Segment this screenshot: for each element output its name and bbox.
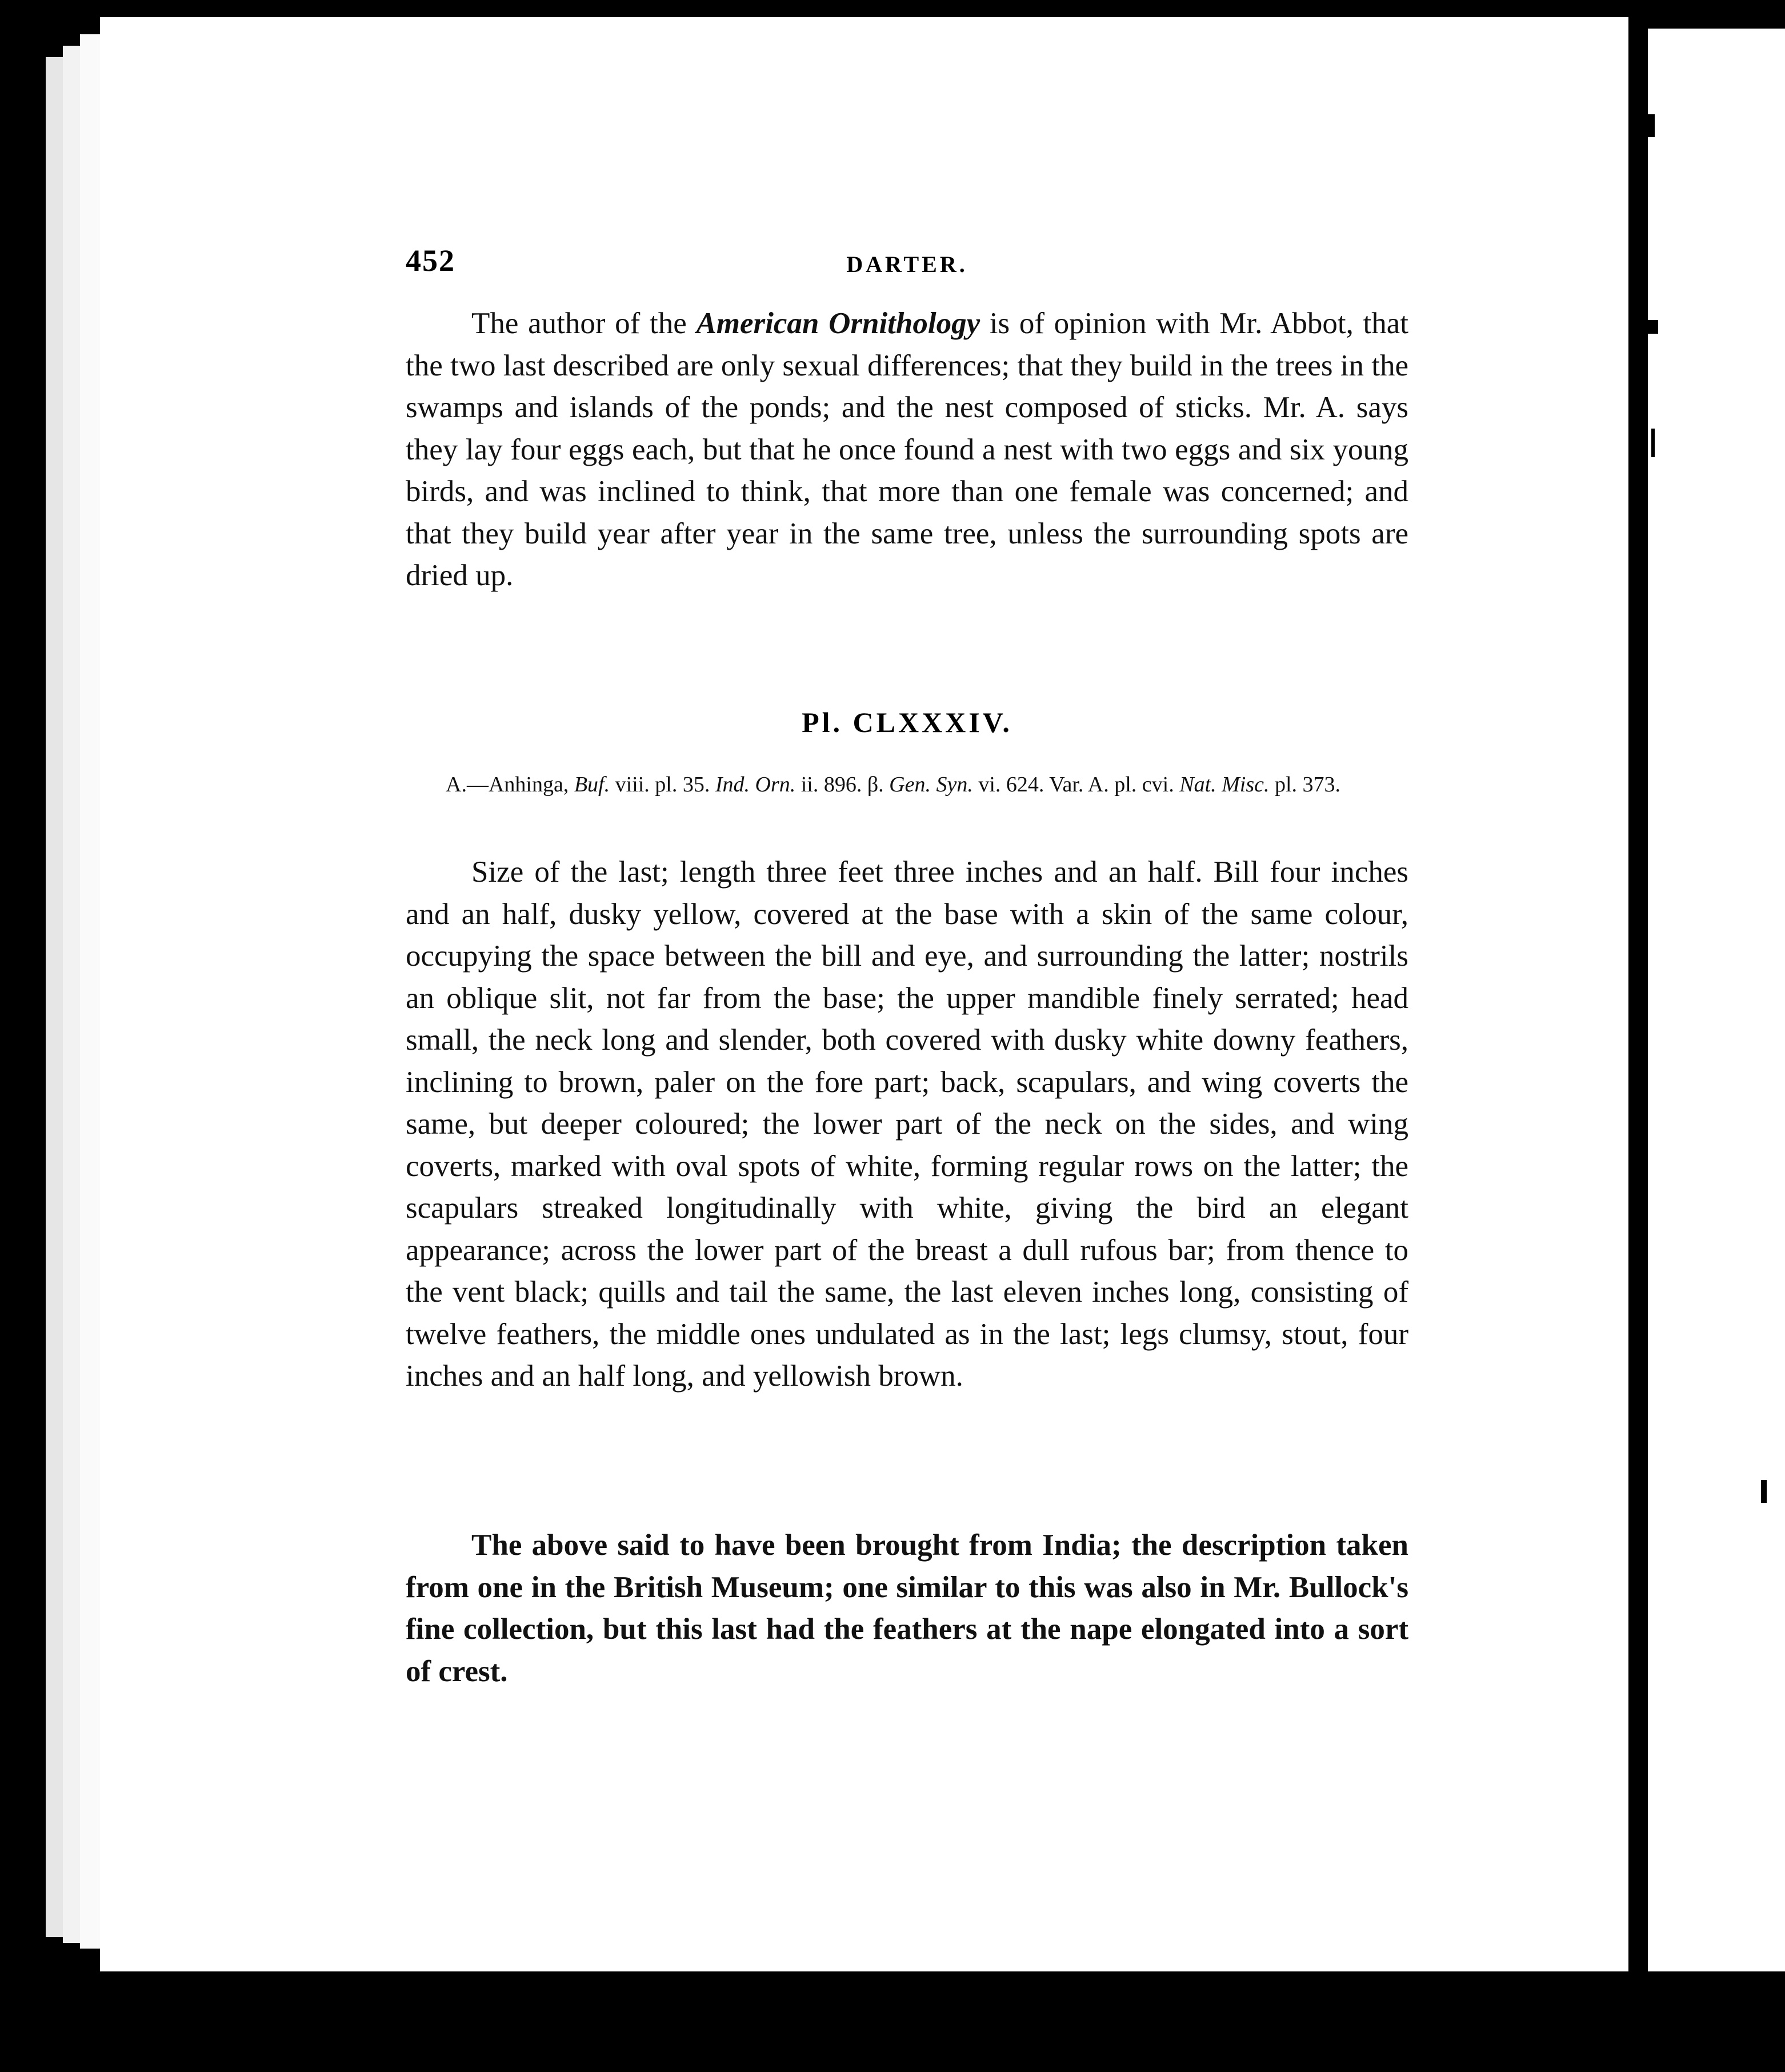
- ink-mark: [1646, 114, 1655, 137]
- ink-mark: [1761, 1480, 1767, 1503]
- paragraph-3: [406, 1525, 1408, 1693]
- citation-italic: Nat. Misc.: [1179, 773, 1270, 797]
- page-number: 452: [406, 243, 455, 278]
- paragraph-2: [406, 851, 1408, 1398]
- citation-italic: Gen. Syn.: [889, 773, 973, 797]
- plate-heading: Pl. CLXXXIV.: [802, 706, 1012, 738]
- running-head: [406, 243, 1408, 283]
- paragraph-1-before-italic: The author of the: [471, 307, 697, 340]
- running-title: DARTER.: [846, 251, 968, 277]
- paragraph-1-after-italic: is of opinion with Mr. Abbot, that the two last described are only sexual differences; that they build in the trees in the swamps and islands of the ponds; and the nest composed of sticks. Mr. A. says they lay four eggs each, but that he once found a nest with two eggs and six young birds, and was inclined to think, that more than one female was concerned; and that they build year after year in the same tree, unless the surrounding spots are dried up.: [406, 307, 1408, 592]
- citation-text: A.—Anhinga,: [446, 773, 574, 797]
- citation-text: viii. pl. 35.: [610, 773, 715, 797]
- italic-book-title: American Ornithology: [696, 307, 980, 340]
- page-edge: [80, 34, 103, 1949]
- ink-mark: [1651, 429, 1655, 457]
- citation-text: pl. 373.: [1269, 773, 1341, 797]
- paragraph-text: The above said to have been brought from India; the description taken from one in the British Museum; one similar to this was also in Mr. Bullock's fine collection, but this last had the feathers at the nape elongated into a sort of crest.: [406, 1529, 1408, 1688]
- plate-citation: [446, 769, 1371, 801]
- citation-italic: Ind. Orn.: [715, 773, 796, 797]
- paragraph-text: Size of the last; length three feet three inches and an half. Bill four inches and an half, dusky yellow, covered at the base with a skin of the same colour, occupying the space between the bill and eye, and surrounding the latter; nostrils an oblique slit, not far from the base; the upper mandible finely serrated; head small, the neck long and slender, both covered with dusky white downy feathers, inclining to brown, paler on the fore part; back, scapulars, and wing coverts the same, but deeper coloured; the lower part of the neck on the sides, and wing coverts, marked with oval spots of white, forming regular rows on the latter; the scapulars streaked longitudinally with white, giving the bird an elegant appearance; across the lower part of the breast a dull rufous bar; from thence to the vent black; quills and tail the same, the last eleven inches long, consisting of twelve feathers, the middle ones undulated as in the last; legs clumsy, stout, four inches and an half long, and yellowish brown.: [406, 855, 1408, 1393]
- paragraph-1: [406, 303, 1408, 597]
- paragraph-text: [406, 303, 1408, 597]
- ink-mark: [1646, 320, 1658, 334]
- adjacent-page: [1641, 29, 1785, 1971]
- citation-italic: Buf.: [574, 773, 610, 797]
- citation-text: vi. 624. Var. A. pl. cvi.: [972, 773, 1180, 797]
- citation-text: ii. 896. β.: [795, 773, 890, 797]
